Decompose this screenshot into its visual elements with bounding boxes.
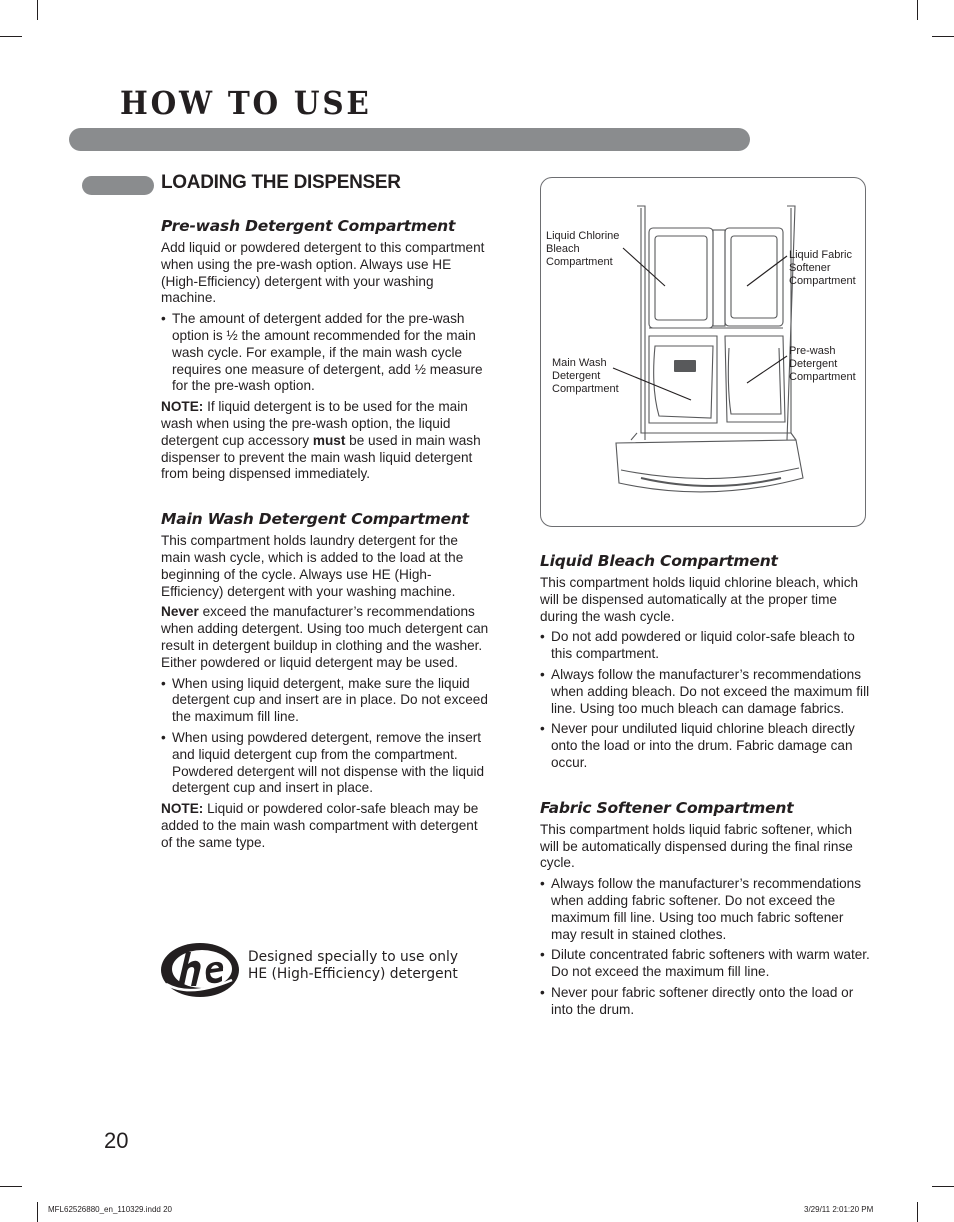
he-logo-icon — [160, 940, 240, 1000]
mainwash-heading: Main Wash Detergent Compartment — [161, 510, 469, 529]
prewash-intro: Add liquid or powdered detergent to this compartment when using the pre-wash option. Always use HE (High-Efficiency) detergent with your washing machine. — [161, 240, 485, 306]
prewash-heading: Pre-wash Detergent Compartment — [161, 217, 456, 235]
footer-filename: MFL62526880_en_110329.indd 20 — [48, 1205, 172, 1214]
crop-mark — [932, 1186, 954, 1187]
section-pill — [82, 176, 154, 195]
section-title: LOADING THE DISPENSER — [161, 172, 401, 193]
bleach-intro: This compartment holds liquid chlorine bleach, which will be dispensed automatically at the proper time during the wash cycle. — [540, 575, 859, 624]
list-item: • Always follow the manufacturer’s recommendations when adding bleach. Do not exceed the maximum fill line. Using too much bleach can damage fabrics. — [540, 667, 870, 717]
note-label: NOTE: — [161, 801, 204, 817]
list-item: • Never pour fabric softener directly onto the load or into the drum. — [540, 985, 870, 1019]
mainwash-intro: This compartment holds laundry detergent for the main wash cycle, which is added to the load at the beginning of the cycle. Always use HE (High-Efficiency) detergent with your washing machine. — [161, 533, 464, 599]
crop-mark — [932, 36, 954, 37]
note-label: NOTE: — [161, 399, 204, 415]
list-item: • Never pour undiluted liquid chlorine bleach directly onto the load or into the drum. Fabric damage can occur. — [540, 721, 870, 771]
list-item: • Always follow the manufacturer’s recommendations when adding fabric softener. Do not exceed the maximum fill line. Using too much fabric softener may result in stained clothes. — [540, 876, 870, 943]
warning-label: Never — [161, 604, 199, 620]
bleach-bullets — [540, 629, 870, 771]
mainwash-bullets — [161, 676, 491, 798]
list-item: • Dilute concentrated fabric softeners with warm water. Do not exceed the maximum fill line. — [540, 947, 870, 981]
he-line-1: Designed specially to use only — [248, 949, 459, 965]
prewash-bullets — [161, 311, 491, 395]
note-text: Liquid or powdered color-safe bleach may be added to the main wash compartment with detergent of the same type. — [161, 801, 479, 850]
softener-bullets — [540, 876, 870, 1018]
softener-heading: Fabric Softener Compartment — [540, 798, 794, 817]
mainwash-note — [161, 801, 491, 851]
right-column — [540, 551, 870, 1023]
crop-mark — [917, 0, 918, 20]
label-prewash-compartment: Pre-wash Detergent Compartment — [789, 345, 856, 383]
crop-mark — [0, 36, 22, 37]
softener-intro: This compartment holds liquid fabric softener, which will be automatically dispensed during the final rinse cycle. — [540, 821, 853, 871]
list-item: • When using liquid detergent, make sure the liquid detergent cup and insert are in place. Do not exceed the maximum fill line. — [161, 676, 491, 726]
bleach-heading: Liquid Bleach Compartment — [540, 552, 778, 570]
list-item: • When using powdered detergent, remove the insert and liquid detergent cup from the compartment. Powdered detergent will not dispense with the liquid detergent cup and insert in place. — [161, 730, 491, 797]
warning-text: exceed the manufacturer’s recommendations when adding detergent. Using too much detergent can result in detergent buildup in clothing and the washer. Either powdered or liquid detergent may be used. — [161, 604, 489, 670]
label-mainwash-compartment: Main Wash Detergent Compartment — [552, 357, 619, 395]
label-softener-compartment: Liquid Fabric Softener Compartment — [789, 249, 856, 287]
dispenser-figure — [540, 177, 866, 527]
note-text: be used in main wash dispenser to prevent the main wash liquid detergent from being dispensed immediately. — [161, 432, 481, 482]
list-item: • The amount of detergent added for the pre-wash option is ½ the amount recommended for the main wash cycle. For example, if the main wash cycle requires one measure of detergent, add ½ measure for the pre-wash option. — [161, 311, 491, 395]
prewash-note — [161, 399, 491, 483]
label-bleach-compartment: Liquid Chlorine Bleach Compartment — [546, 230, 620, 268]
he-badge-text — [248, 949, 458, 982]
crop-mark — [37, 1202, 38, 1222]
crop-mark — [0, 1186, 22, 1187]
page-number: 20 — [104, 1128, 129, 1153]
crop-mark — [37, 0, 38, 20]
he-line-2: HE (High-Efficiency) detergent — [248, 965, 458, 982]
left-column — [161, 216, 491, 856]
crop-mark — [917, 1202, 918, 1222]
page-title: HOW TO USE — [120, 84, 372, 122]
title-bar — [69, 128, 750, 151]
note-emphasis: must — [312, 432, 346, 448]
footer-timestamp: 3/29/11 2:01:20 PM — [804, 1205, 874, 1214]
note-text: If liquid detergent is to be used for the main wash when using the pre-wash option, the liquid detergent cup accessory — [161, 399, 468, 448]
list-item: • Do not add powdered or liquid color-safe bleach to this compartment. — [540, 629, 870, 663]
mainwash-warning — [161, 604, 491, 671]
